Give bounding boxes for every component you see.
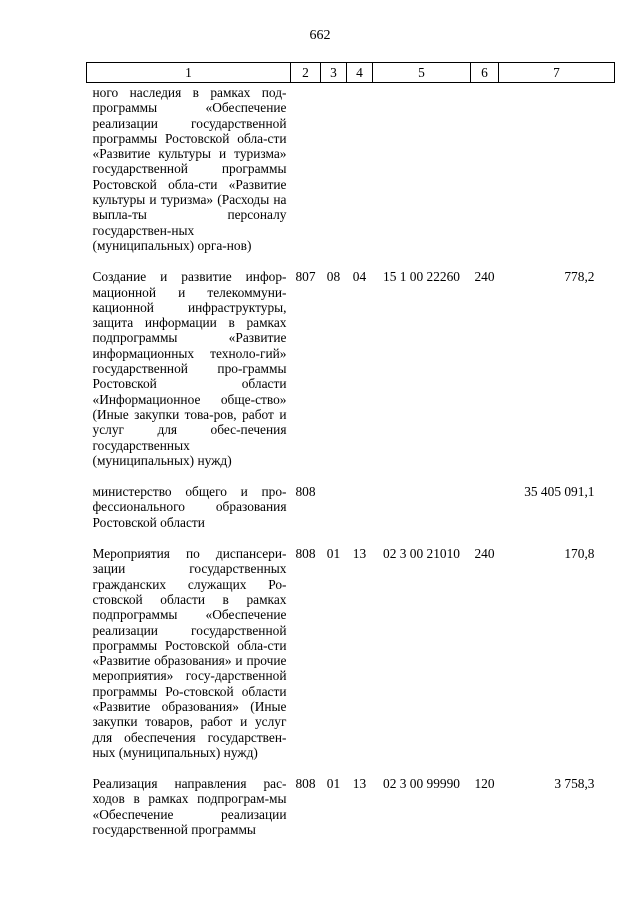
row-target-article: 02 3 00 99990: [383, 776, 460, 792]
table-header-row: [87, 63, 615, 83]
header-col-6: 6: [471, 63, 499, 83]
row-name: Мероприятия по диспансери-зации государственных гражданских служащих Ро-стовской области в рамках подпрограммы «Обеспечение реализации государственной программы Ростовской обла-сти «Развитие образования» и прочие мероприятия» госу-дарственной программы Ро-стовской области «Развитие образования» (Иные закупки товаров, работ и услуг для обеспечения государствен-ных (муниципальных) нужд): [92, 546, 287, 760]
header-col-7: 7: [499, 63, 615, 83]
table-row: [87, 484, 615, 546]
row-subsection-code: [347, 484, 373, 546]
row-name: Реализация направления рас-ходов в рамках подпрограм-мы «Обеспечение реализации государственной программы: [92, 776, 287, 838]
row-section-code: [321, 484, 347, 546]
row-subsection-code: [347, 83, 373, 270]
row-expense-type: 120: [474, 776, 495, 792]
row-ministry-code: 807: [295, 269, 316, 285]
budget-table: [86, 62, 615, 837]
row-name: министерство общего и про-фессионального образования Ростовской области: [92, 484, 287, 530]
row-section-code: 08: [326, 269, 341, 285]
row-amount: [499, 83, 615, 270]
row-target-article: [373, 83, 471, 270]
row-subsection-code: 13: [352, 776, 367, 792]
page-number: 662: [309, 28, 331, 43]
row-ministry-code: 808: [295, 546, 316, 562]
table-row: [87, 269, 615, 484]
row-expense-type: 240: [474, 546, 495, 562]
row-expense-type: 240: [474, 269, 495, 285]
header-col-1: 1: [87, 63, 291, 83]
row-amount: 3 758,3: [554, 776, 595, 792]
table-row: [87, 546, 615, 776]
header-col-3: 3: [321, 63, 347, 83]
header-col-2: 2: [291, 63, 321, 83]
row-section-code: 01: [326, 546, 341, 562]
row-expense-type: [471, 484, 499, 546]
header-col-5: 5: [373, 63, 471, 83]
row-ministry-code: 808: [295, 484, 316, 500]
row-ministry-code: [291, 83, 321, 270]
row-subsection-code: 04: [352, 269, 367, 285]
row-subsection-code: 13: [352, 546, 367, 562]
row-target-article: [373, 484, 471, 546]
row-section-code: [321, 83, 347, 270]
header-col-4: 4: [347, 63, 373, 83]
row-target-article: 02 3 00 21010: [383, 546, 460, 562]
table-row: [87, 776, 615, 837]
row-section-code: 01: [326, 776, 341, 792]
row-target-article: 15 1 00 22260: [383, 269, 460, 285]
row-expense-type: [471, 83, 499, 270]
row-amount: 35 405 091,1: [524, 484, 595, 500]
table-row: [87, 83, 615, 270]
row-name: ного наследия в рамках под-программы «Обеспечение реализации государственной программы Ростовской обла-сти «Развитие культуры и туризма» государственной программы Ростовской обла-сти «Развитие культуры и туризма» (Расходы на выпла-ты персоналу государствен-ных (муниципальных) орга-нов): [92, 85, 287, 253]
row-ministry-code: 808: [295, 776, 316, 792]
row-name: Создание и развитие инфор-мационной и телекоммуни-кационной инфраструктуры, защита информации в рамках подпрограммы «Развитие информационных техноло-гий» государственной про-граммы Ростовской области «Информационное обще-ство» (Иные закупки това-ров, работ и услуг для обес-печения государственных (муниципальных) нужд): [92, 269, 287, 468]
row-amount: 170,8: [564, 546, 595, 562]
row-amount: 778,2: [564, 269, 595, 285]
